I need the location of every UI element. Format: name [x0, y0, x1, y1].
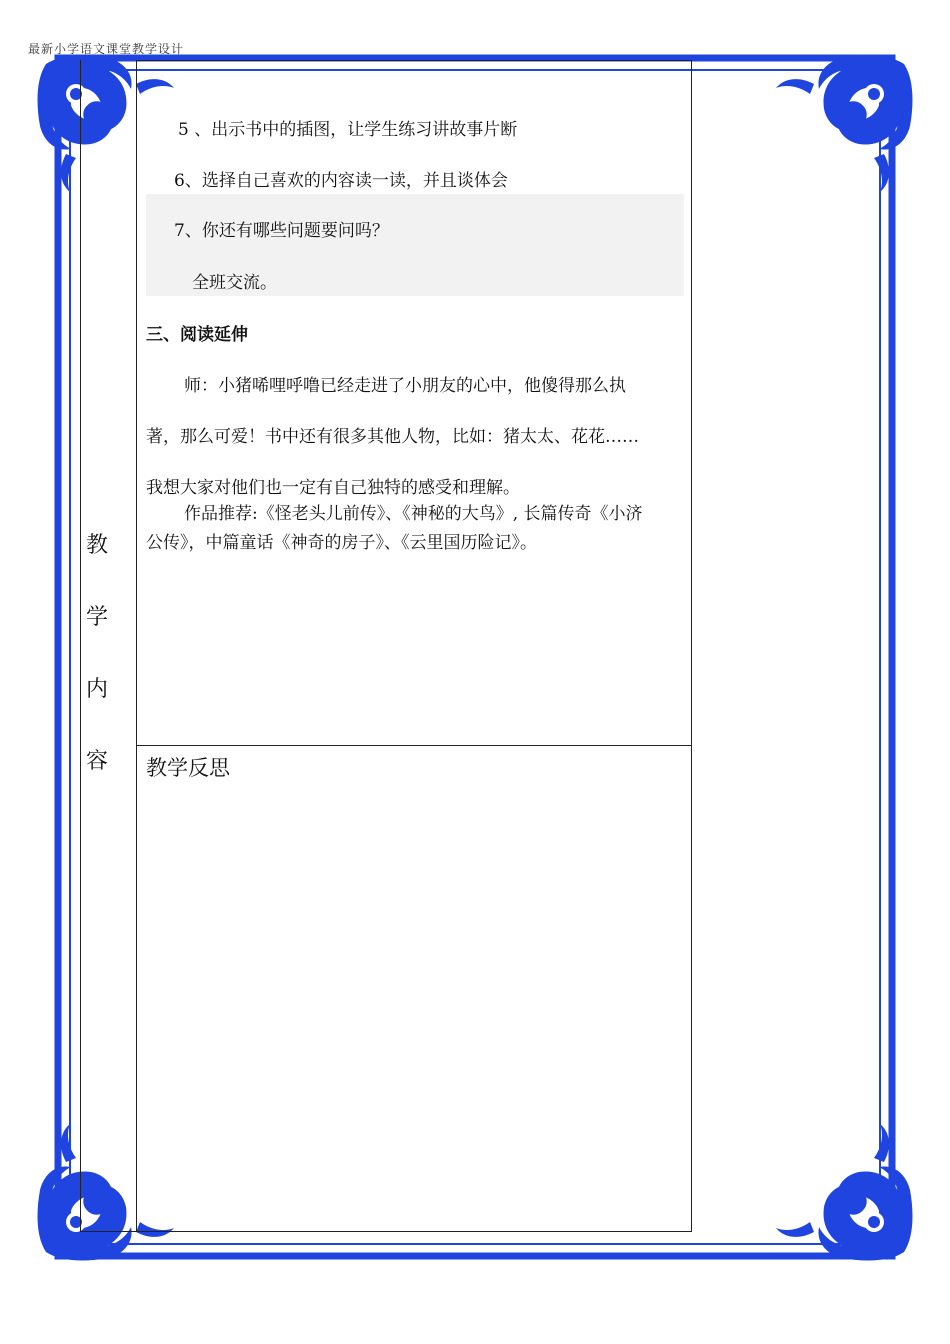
left-label-char: 内: [85, 677, 108, 702]
paragraph-line: 公传》，中篇童话《神奇的房子》、《云里国历险记》。: [146, 533, 537, 553]
step-item: 全班交流。: [192, 273, 277, 293]
left-label-column: [80, 60, 137, 1232]
paragraph-line: 师：小猪唏哩呼噜已经走进了小朋友的心中，他傻得那么执: [184, 376, 626, 396]
step-item: 5 、出示书中的插图，让学生练习讲故事片断: [178, 120, 518, 140]
reflection-cell: [137, 746, 692, 1232]
left-label-char: 学: [85, 605, 108, 630]
reflection-title: 教学反思: [146, 756, 230, 780]
step-item: 6、选择自己喜欢的内容读一读，并且谈体会: [174, 171, 508, 191]
left-label-char: 教: [85, 533, 108, 558]
page-header: 最新小学语文课堂教学设计: [28, 42, 185, 56]
section-heading: 三、阅读延伸: [146, 325, 248, 345]
paragraph-line: 我想大家对他们也一定有自己独特的感受和理解。: [146, 478, 520, 498]
left-label-char: 容: [85, 749, 108, 774]
teaching-content-cell: [137, 60, 692, 746]
step-item: 7、你还有哪些问题要问吗？: [174, 221, 389, 241]
paragraph-line: 作品推荐:《怪老头儿前传》、《神秘的大鸟》, 长篇传奇《小济: [184, 504, 643, 524]
paragraph-line: 著，那么可爱！书中还有很多其他人物，比如：猪太太、花花……: [146, 427, 639, 447]
